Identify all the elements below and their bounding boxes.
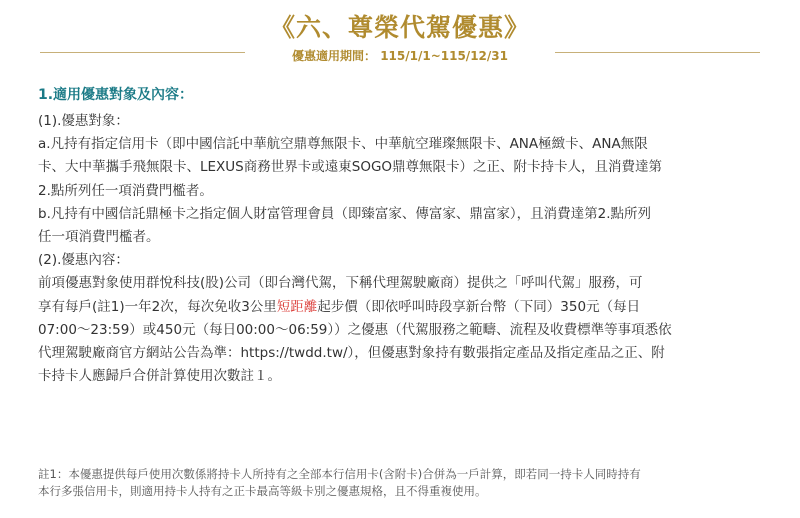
benefit-line-1: 前項優惠對象使用群悅科技(股)公司（即台灣代駕，下稱代理駕駛廠商）提供之「呼叫代駕」服務，可 — [38, 275, 643, 292]
eligibility-subheading: (1).優惠對象： — [38, 113, 129, 129]
header — [0, 8, 800, 68]
eligibility-b-line-2: 任一項消費門檻者。 — [38, 229, 160, 246]
benefit-line-4: 代理駕駛廠商官方網站公告為準：https://twdd.tw/），但優惠對象持有數張指定產品及指定產品之正、附 — [38, 345, 665, 362]
benefit-line-3: 07:00～23:59）或450元（每日00:00～06:59））之優惠（代駕服務之範疇、流程及收費標準等事項悉依 — [38, 321, 672, 338]
benefit-line-2-before: 享有每戶(註1)一年2次，每次免收3公里 — [38, 298, 277, 315]
offer-section — [38, 84, 768, 388]
eligibility-a-line-1: a.凡持有指定信用卡（即中國信託中華航空鼎尊無限卡、中華航空璀璨無限卡、ANA極緻卡、ANA無限 — [38, 136, 648, 153]
benefit-subheading: (2).優惠內容： — [38, 252, 129, 269]
footnote-line-1: 註1：本優惠提供每戶使用次數係將持卡人所持有之全部本行信用卡(含附卡)合併為一戶計算，即若同一持卡人同時持有 — [38, 467, 641, 481]
page-title: 《六、尊榮代駕優惠》 — [269, 13, 530, 42]
eligibility-a-line-2: 卡、大中華攜手飛無限卡、LEXUS商務世界卡或遠東SOGO鼎尊無限卡）之正、附卡持卡人，且消費達第 — [38, 159, 663, 176]
benefit-line-2 — [38, 296, 768, 319]
eligibility-b-line-1: b.凡持有中國信託鼎極卡之指定個人財富管理會員（即臻富家、傳富家、鼎富家），且消費達第2.點所列 — [38, 205, 651, 222]
benefit-line-2-after: 起步價（即依呼叫時段享新台幣（下同）350元（每日 — [317, 298, 641, 315]
footnote-line-2: 本行多張信用卡，則適用持卡人持有之正卡最高等級卡別之優惠規格，且不得重複使用。 — [38, 484, 487, 498]
promo-period: 優惠適用期間： 115/1/1~115/12/31 — [292, 49, 508, 63]
section-heading: 1.適用優惠對象及內容： — [38, 87, 194, 103]
footnotes — [38, 466, 778, 500]
short-distance-highlight: 短距離 — [276, 298, 318, 315]
eligibility-a-line-3: 2.點所列任一項消費門檻者。 — [38, 182, 213, 199]
benefit-line-5: 卡持卡人應歸戶合併計算使用次數註１。 — [38, 368, 281, 385]
